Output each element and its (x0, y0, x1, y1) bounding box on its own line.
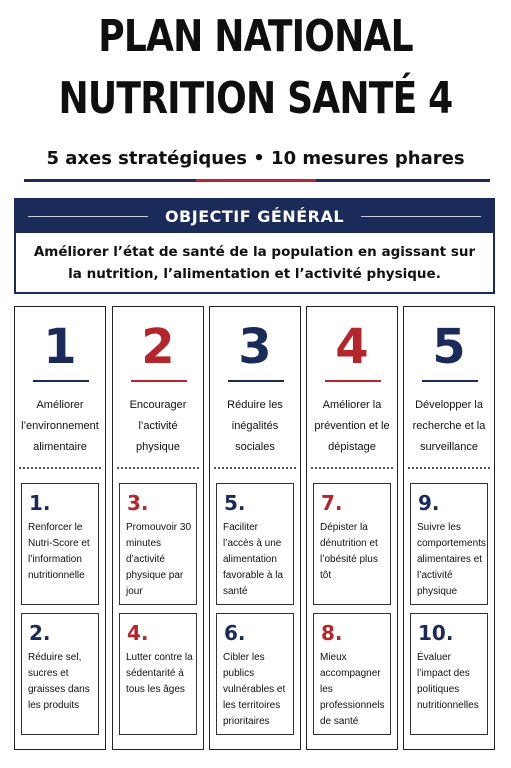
measure-number: 2. (29, 621, 51, 645)
axis-label: Améliorer l’environnement alimentaire (21, 399, 99, 453)
measure-card (216, 613, 294, 735)
axis-rule (228, 380, 284, 382)
axis-column-1 (14, 306, 106, 750)
dotted-divider (408, 467, 490, 469)
dotted-divider (117, 467, 199, 469)
measure-text: Évaluer l’impact des politiques nutritionnelles (417, 652, 479, 711)
measure-number: 10. (418, 621, 454, 645)
measure-number: 9. (418, 491, 440, 515)
axis-number: 2 (141, 319, 175, 375)
dotted-divider (19, 467, 101, 469)
measure-number: 8. (321, 621, 343, 645)
measure-text: Dépister la dénutrition et l’obésité plus tôt (320, 522, 378, 581)
dotted-divider (214, 467, 296, 469)
axis-number: 1 (43, 319, 77, 375)
measure-card (313, 483, 391, 605)
measure-text: Réduire sel, sucres et graisses dans les produits (28, 652, 90, 711)
tricolor-stripe-middle (196, 179, 316, 182)
axis-rule (325, 380, 381, 382)
measure-card (21, 613, 99, 735)
measure-text: Cibler les publics vulnérables et les territoires prioritaires (223, 652, 286, 727)
axis-column-3 (209, 306, 301, 750)
page-title-line-2: NUTRITION SANTÉ 4 (58, 73, 453, 124)
axis-rule (33, 380, 89, 382)
measure-card (119, 613, 197, 735)
objective-rule-right (361, 216, 481, 217)
subtitle: 5 axes stratégiques • 10 mesures phares (46, 148, 465, 169)
axis-column-5 (403, 306, 495, 750)
measure-card (410, 613, 488, 735)
axis-column-4 (306, 306, 398, 750)
measure-number: 1. (29, 491, 51, 515)
axis-rule (422, 380, 478, 382)
dotted-divider (311, 467, 393, 469)
axis-label: Développer la recherche et la surveillance (412, 399, 486, 453)
axis-number: 3 (238, 319, 272, 375)
axis-number: 5 (432, 319, 466, 375)
objective-rule-left (28, 216, 148, 217)
objective-header (16, 200, 493, 233)
measure-text: Suivre les comportements alimentaires et l’activité physique (417, 522, 486, 597)
measure-card (21, 483, 99, 605)
axis-label: Réduire les inégalités sociales (227, 399, 283, 453)
measure-card (216, 483, 294, 605)
axis-number: 4 (335, 319, 369, 375)
measure-text: Mieux accompagner les professionnels de santé (320, 652, 385, 727)
page-title-line-1: PLAN NATIONAL (98, 11, 413, 62)
measure-number: 5. (224, 491, 246, 515)
measure-text: Lutter contre la sédentarité à tous les âges (126, 652, 193, 695)
measure-card (410, 483, 488, 605)
measure-card (313, 613, 391, 735)
objective-text: Améliorer l’état de santé de la population en agissant sur la nutrition, l’alimentation et l’activité physique. (33, 244, 476, 282)
measure-number: 4. (127, 621, 149, 645)
axis-rule (131, 380, 187, 382)
axis-label: Encourager l’activité physique (129, 399, 187, 453)
measure-number: 3. (127, 491, 149, 515)
tricolor-stripe-left (24, 179, 196, 182)
measure-number: 6. (224, 621, 246, 645)
axis-label: Améliorer la prévention et le dépistage (314, 399, 390, 453)
objective-box (14, 198, 495, 294)
measure-card (119, 483, 197, 605)
measure-number: 7. (321, 491, 343, 515)
axis-column-2 (112, 306, 204, 750)
measure-text: Promouvoir 30 minutes d’activité physique par jour (126, 522, 192, 597)
objective-heading: OBJECTIF GÉNÉRAL (164, 207, 345, 226)
axes-columns (14, 306, 497, 750)
measure-text: Renforcer le Nutri-Score et l’information nutritionnelle (28, 522, 90, 581)
tricolor-stripe-right (316, 179, 490, 182)
measure-text: Faciliter l’accès à une alimentation favorable à la santé (223, 522, 284, 597)
